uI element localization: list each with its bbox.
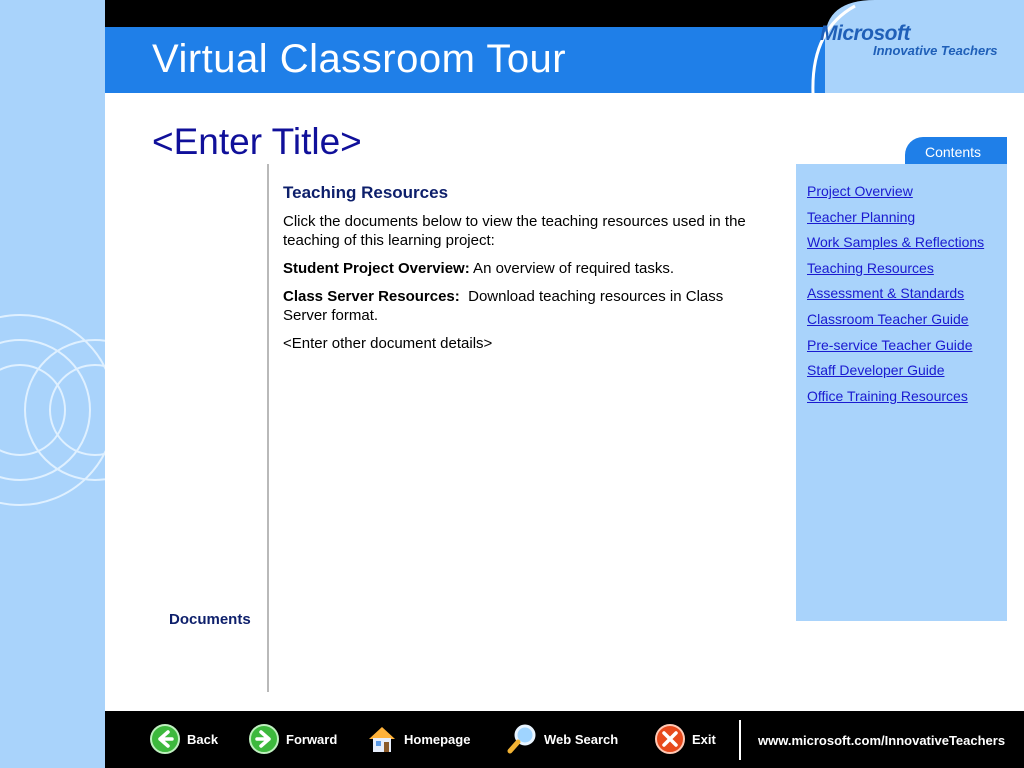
contents-link-teacher-planning[interactable]: Teacher Planning xyxy=(807,208,916,225)
concentric-circles-decoration xyxy=(0,0,105,768)
home-icon xyxy=(366,723,398,755)
exit-button[interactable] xyxy=(654,722,716,756)
forward-button-label: Forward xyxy=(286,731,338,747)
main-content xyxy=(283,183,753,362)
banner-title: Virtual Classroom Tour xyxy=(152,37,567,81)
vertical-divider xyxy=(267,164,269,692)
back-button-label: Back xyxy=(187,731,219,747)
forward-arrow-icon xyxy=(248,723,280,755)
document-item-label: Student Project Overview: xyxy=(283,260,470,277)
contents-tab-label: Contents xyxy=(925,144,982,160)
document-item xyxy=(283,287,753,325)
content-intro: Click the documents below to view the teaching resources used in the teaching of this learning project: xyxy=(283,213,746,249)
other-document-details: <Enter other document details> xyxy=(283,335,493,352)
left-decorative-strip xyxy=(0,0,105,768)
document-item-text: An overview of required tasks. xyxy=(469,260,674,277)
document-item xyxy=(283,259,753,278)
contents-link-preservice-teacher-guide[interactable]: Pre-service Teacher Guide xyxy=(807,336,973,353)
contents-link-office-training-resources[interactable]: Office Training Resources xyxy=(807,387,968,404)
content-heading: Teaching Resources xyxy=(283,183,449,202)
web-search-button-label: Web Search xyxy=(544,731,619,747)
homepage-button-label: Homepage xyxy=(404,731,471,747)
back-arrow-icon xyxy=(149,723,181,755)
back-button[interactable] xyxy=(149,722,218,756)
contents-link-staff-developer-guide[interactable]: Staff Developer Guide xyxy=(807,362,945,379)
page-title: <Enter Title> xyxy=(152,121,362,162)
homepage-button[interactable] xyxy=(366,722,470,756)
contents-link-assessment-standards[interactable]: Assessment & Standards xyxy=(807,285,965,302)
document-item-label: Class Server Resources: xyxy=(283,288,460,305)
footer-nav-bar xyxy=(105,711,1024,768)
innovative-teachers-logo-text: Innovative Teachers xyxy=(873,43,998,58)
contents-tab xyxy=(905,137,1007,165)
contents-link-list xyxy=(807,183,984,413)
document-item-text: Download teaching resources in Class Server format. xyxy=(283,288,728,324)
contents-panel xyxy=(796,164,1007,621)
footer-url-link[interactable]: www.microsoft.com/InnovativeTeachers xyxy=(758,733,1006,748)
web-search-button[interactable] xyxy=(506,722,618,756)
contents-link-project-overview[interactable]: Project Overview xyxy=(807,183,913,199)
exit-x-icon xyxy=(654,723,686,755)
microsoft-logo: Microsoft xyxy=(820,22,910,45)
contents-link-teaching-resources[interactable]: Teaching Resources xyxy=(807,259,934,276)
footer-separator xyxy=(739,720,741,760)
documents-section-label: Documents xyxy=(169,611,251,628)
exit-button-label: Exit xyxy=(692,731,716,747)
magnifier-icon xyxy=(506,723,538,755)
contents-link-work-samples[interactable]: Work Samples & Reflections xyxy=(807,234,985,251)
contents-link-classroom-teacher-guide[interactable]: Classroom Teacher Guide xyxy=(807,310,969,327)
forward-button[interactable] xyxy=(248,722,337,756)
